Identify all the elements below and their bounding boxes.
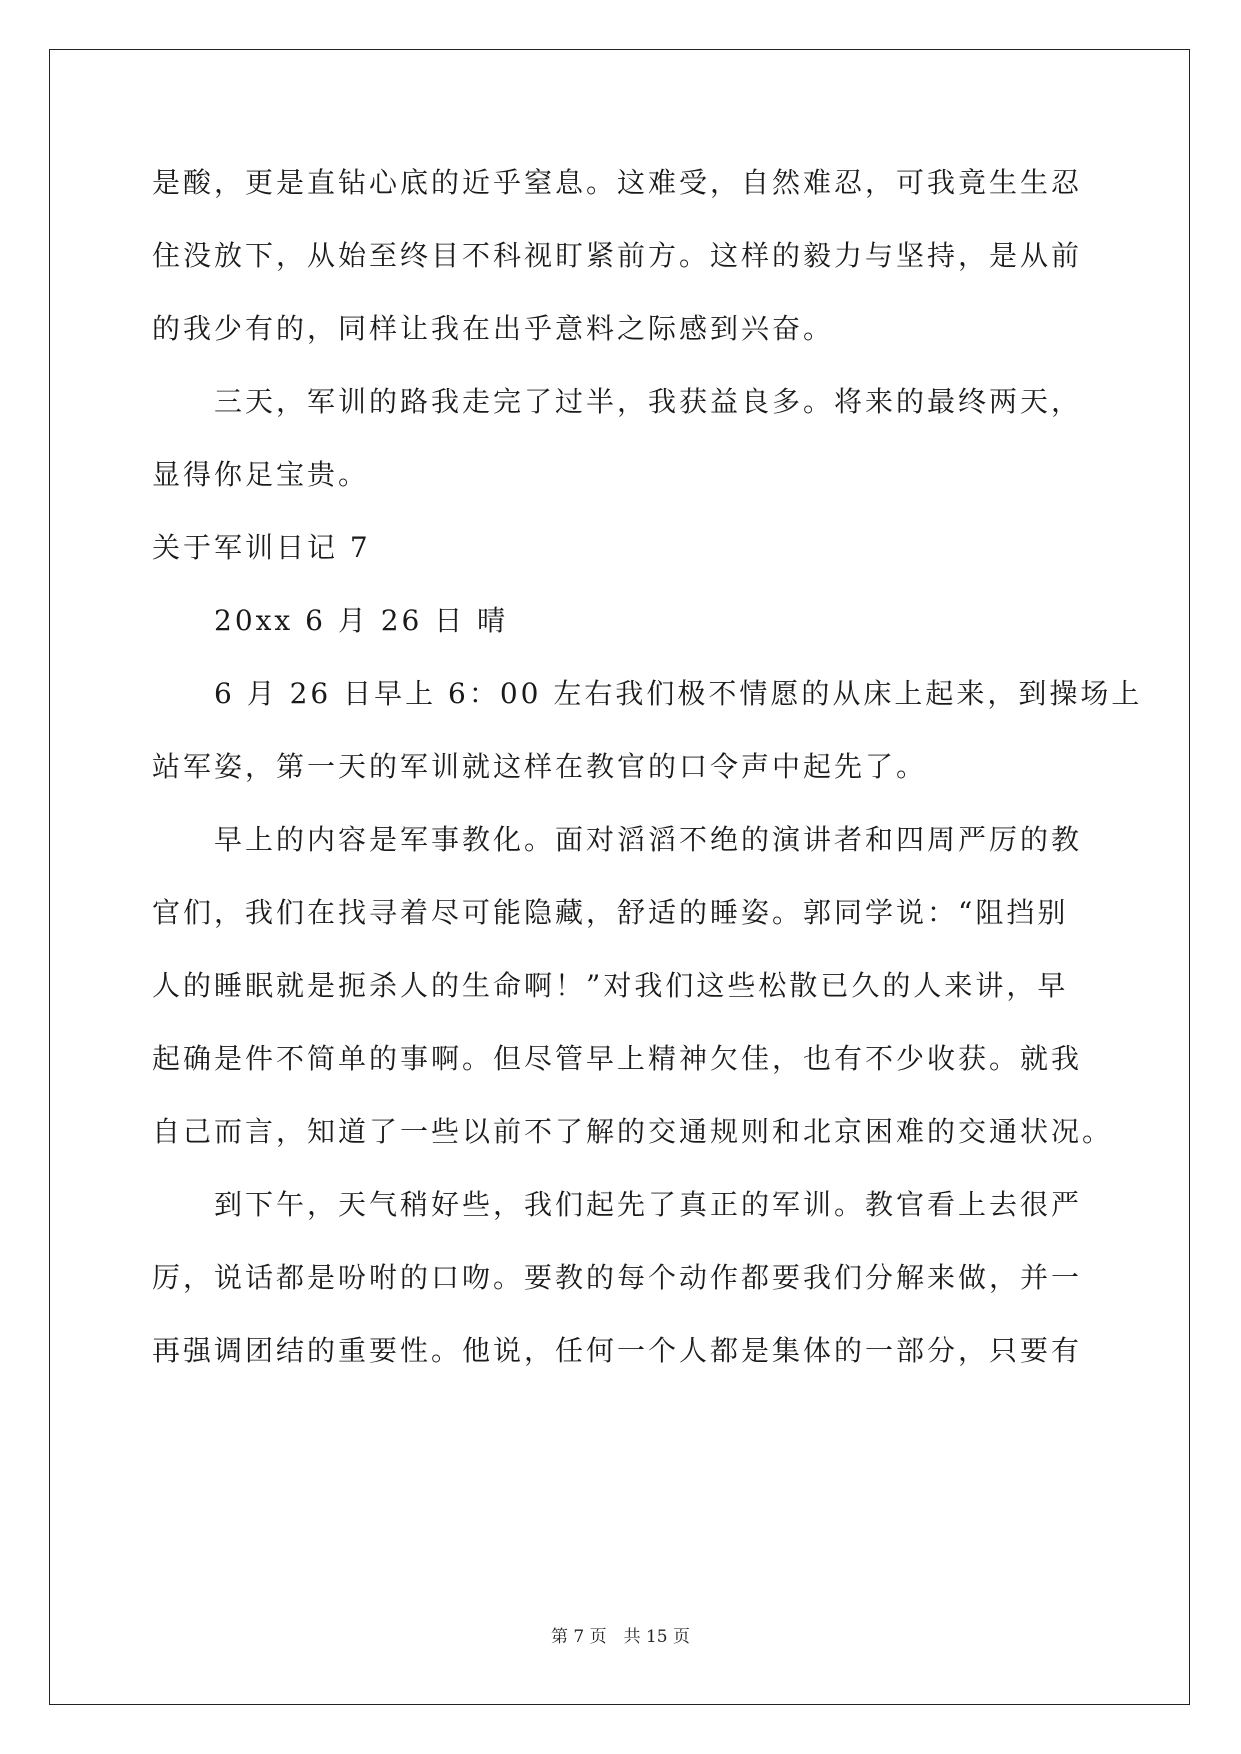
text-line: 厉，说话都是吩咐的口吻。要教的每个动作都要我们分解来做，并一: [152, 1261, 1083, 1294]
text-line: 6 月 26 日早上 6：00 左右我们极不情愿的从床上起来，到操场上: [214, 677, 1143, 710]
text-line: 自己而言，知道了一些以前不了解的交通规则和北京困难的交通状况。: [152, 1115, 1114, 1148]
page-number-footer: 第 7 页 共 15 页: [550, 1627, 691, 1647]
section-heading: 关于军训日记 7: [152, 531, 371, 564]
text-line: 人的睡眠就是扼杀人的生命啊！”对我们这些松散已久的人来讲，早: [152, 969, 1069, 1002]
text-line: 住没放下，从始至终目不科视盯紧前方。这样的毅力与坚持，是从前: [152, 239, 1083, 272]
text-line: 起确是件不简单的事啊。但尽管早上精神欠佳，也有不少收获。就我: [152, 1042, 1083, 1075]
text-line: 早上的内容是军事教化。面对滔滔不绝的演讲者和四周严厉的教: [214, 823, 1083, 856]
text-line: 站军姿，第一天的军训就这样在教官的口令声中起先了。: [152, 750, 928, 783]
text-line: 再强调团结的重要性。他说，任何一个人都是集体的一部分，只要有: [152, 1334, 1083, 1367]
text-line: 官们，我们在找寻着尽可能隐藏，舒适的睡姿。郭同学说：“阻挡别: [152, 896, 1069, 929]
text-line: 是酸，更是直钻心底的近乎窒息。这难受，自然难忍，可我竟生生忍: [152, 166, 1083, 199]
text-line: 的我少有的，同样让我在出乎意料之际感到兴奋。: [152, 312, 835, 345]
text-line: 到下午，天气稍好些，我们起先了真正的军训。教官看上去很严: [214, 1188, 1083, 1221]
text-line: 显得你足宝贵。: [152, 458, 370, 491]
text-line: 三天，军训的路我走完了过半，我获益良多。将来的最终两天，: [214, 385, 1083, 418]
diary-date: 20xx 6 月 26 日 晴: [214, 604, 509, 637]
page-border: [49, 49, 1190, 1705]
